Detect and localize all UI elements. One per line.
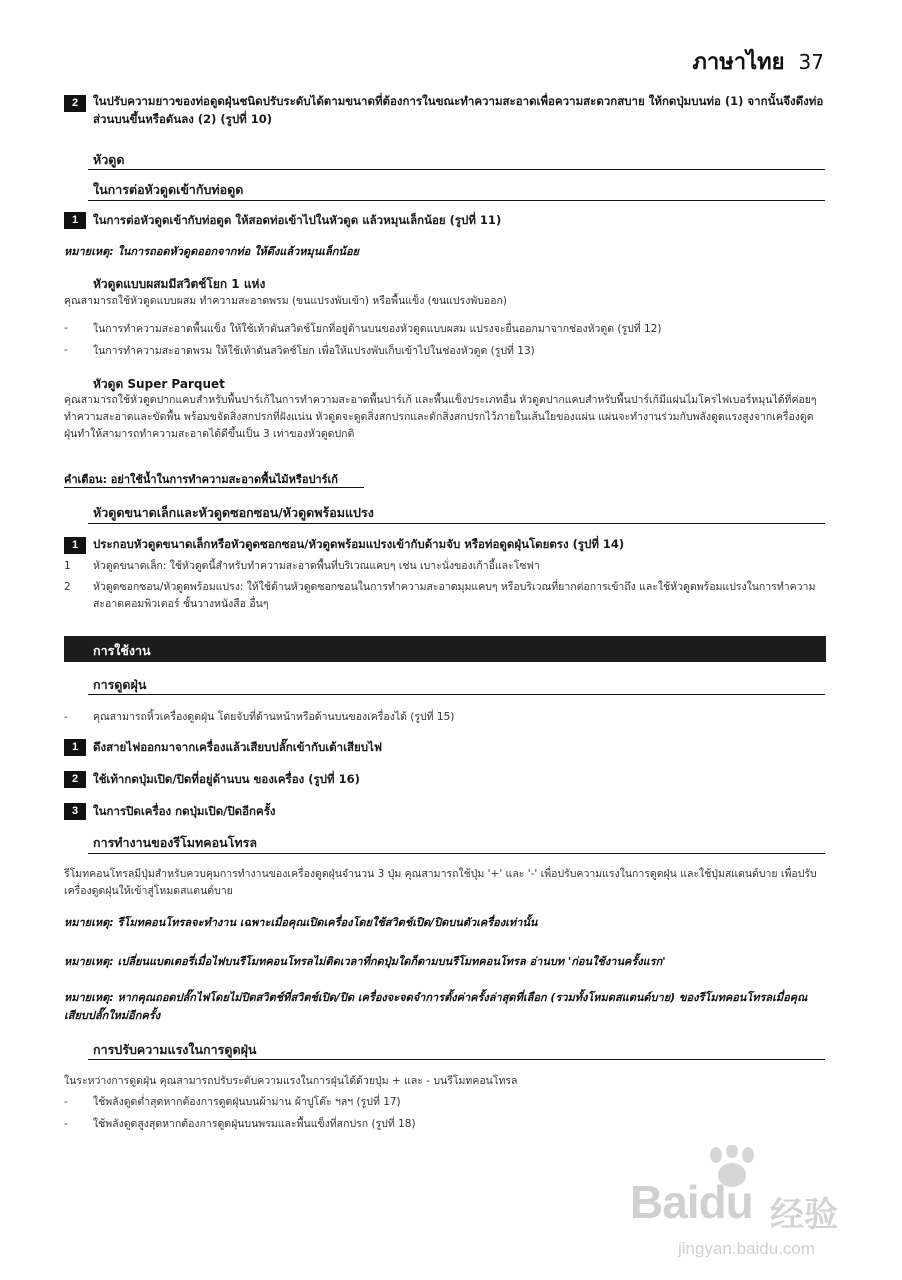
step-text-switch-on: ใช้เท้ากดปุ่มเปิด/ปิดที่อยู่ด้านบน ของเครื่อง (รูปที่ 16) [93, 772, 360, 786]
heading-super-parquet: หัวดูด Super Parquet [93, 377, 225, 391]
bullet-mark: - [64, 344, 68, 356]
step-number: 1 [64, 537, 86, 554]
warning-text: คำเตือน: อย่าใช้น้ำในการทำความสะอาดพื้นไม้หรือปาร์เก้ [64, 473, 338, 486]
heading-combi-nozzle: หัวดูดแบบผสมมีสวิตช์โยก 1 แห่ง [93, 277, 266, 291]
divider [88, 169, 825, 170]
body-combi: คุณสามารถใช้หัวดูดแบบผสม ทำความสะอาดพรม (ขนแปรงพับเข้า) หรือพื้นแข็ง (ขนแปรงพับออก) [64, 295, 507, 307]
watermark-url: jingyan.baidu.com [678, 1239, 816, 1258]
bullet-carry: คุณสามารถหิ้วเครื่องดูดฝุ่น โดยจับที่ด้านหน้าหรือด้านบนของเครื่องได้ (รูปที่ 15) [93, 711, 455, 723]
heading-connect-nozzle: ในการต่อหัวดูดเข้ากับท่อดูด [93, 182, 244, 197]
bullet-high-power: ใช้พลังดูดสูงสุดหากต้องการดูดฝุ่นบนพรมและพื้นแข็งที่สกปรก (รูปที่ 18) [93, 1118, 416, 1130]
step-number: 1 [64, 212, 86, 229]
divider [88, 1059, 825, 1060]
body-parquet: คุณสามารถใช้หัวดูดปากแคบสำหรับพื้นปาร์เก้ในการทำความสะอาดพื้นปาร์เก้ และพื้นแข็งประเภทอื่น หัวดูดปากแคบสำหรับพื้นปาร์เก้มีแผ่นไมโครไฟเบอร์หมุนได้ที่ค่อยๆ ทำความสะอาดและขัดพื้น พร้อมขจัดสิ่งสกปรกที่ฝังแน่น หัวดูดจะดูดสิ่งสกปรกและดักสิ่งสกปรกไว้ภายในเส้นใยของแผ่น แผ่นจะทำงานร่วมกับพลังดูดแรงสูงจากเครื่องดูดฝุ่นทำให้สามารถทำความสะอาดได้ดีขึ้นเป็น 3 เท่าของหัวดูดปกติ [64, 394, 817, 440]
item-mark: 1 [64, 560, 71, 572]
watermark-cn: 经验 [770, 1195, 838, 1235]
page-number: 37 [798, 50, 824, 74]
page-header [692, 44, 824, 79]
bullet-low-power: ใช้พลังดูดต่ำสุดหากต้องการดูดฝุ่นบนผ้าม่าน ผ้าปูโต๊ะ ฯลฯ (รูปที่ 17) [93, 1096, 401, 1108]
note-remote-3: หมายเหตุ: หากคุณถอดปลั๊กไฟโดยไม่ปิดสวิตช์ที่สวิตช์เปิด/ปิด เครื่องจะจดจำการตั้งค่าครั้งล่าสุดที่เลือก (รวมทั้งโหมดสแตนด์บาย) ของรีโมทคอนโทรลเมื่อคุณเสียบปลั๊กใหม่อีกครั้ง [64, 991, 808, 1022]
bullet-mark: - [64, 1118, 68, 1130]
body-power: ในระหว่างการดูดฝุ่น คุณสามารถปรับระดับความแรงในการฝุ่นได้ด้วยปุ่ม + และ - บนรีโมทคอนโทรล [64, 1075, 518, 1087]
language-title: ภาษาไทย [692, 50, 785, 75]
step-number: 1 [64, 739, 86, 756]
item-mark: 2 [64, 581, 71, 593]
heading-remote-control: การทำงานของรีโมทคอนโทรล [93, 835, 258, 850]
item-crevice-nozzle: หัวดูดซอกซอน/หัวดูดพร้อมแปรง: ให้ใช้ด้านหัวดูดซอกซอนในการทำความสะอาดมุมแคบๆ หรือบริเวณที่ยากต่อการเข้าถึง และใช้หัวดูดพร้อมแปรงในการทำความสะอาดคอมพิวเตอร์ ชั้นวางหนังสือ อื่นๆ [93, 581, 816, 610]
section-title-use: การใช้งาน [93, 643, 151, 658]
bullet-mark: - [64, 711, 68, 723]
divider [88, 694, 825, 695]
bullet-mark: - [64, 1096, 68, 1108]
bullet-hard-floor: ในการทำความสะอาดพื้นแข็ง ให้ใช้เท้าดันสวิตช์โยกที่อยู่ด้านบนของหัวดูดแบบผสม แปรงจะยื่นออกมาจากช่องหัวดูด (รูปที่ 12) [93, 323, 662, 335]
section-bar-use [64, 636, 826, 662]
divider [88, 200, 825, 201]
note-remote-2: หมายเหตุ: เปลี่ยนแบตเตอรี่เมื่อไฟบนรีโมทคอนโทรลไม่ติดเวลาที่กดปุ่มใดก็ตามบนรีโมทคอนโทรล อ่านบท 'ก่อนใช้งานครั้งแรก' [64, 955, 666, 968]
divider [88, 523, 825, 524]
heading-nozzles: หัวดูด [93, 152, 125, 167]
step-text-switch-off: ในการปิดเครื่อง กดปุ่มเปิด/ปิดอีกครั้ง [93, 804, 276, 818]
step-text-attach-nozzle: ประกอบหัวดูดขนาดเล็กหรือหัวดูดซอกซอน/หัวดูดพร้อมแปรงเข้ากับด้ามจับ หรือท่อดูดฝุ่นโดยตรง (รูปที่ 14) [93, 537, 625, 551]
bullet-mark: - [64, 322, 68, 334]
heading-suction-power: การปรับความแรงในการดูดฝุ่น [93, 1042, 257, 1057]
step-text-plug: ดึงสายไฟออกมาจากเครื่องแล้วเสียบปลั๊กเข้ากับเต้าเสียบไฟ [93, 740, 383, 754]
step-number: 2 [64, 771, 86, 788]
divider [88, 853, 825, 854]
note-detach: หมายเหตุ: ในการถอดหัวดูดออกจากท่อ ให้ดึงแล้วหมุนเล็กน้อย [64, 245, 360, 258]
baidu-watermark [630, 1145, 880, 1265]
step-text-hose: ในปรับความยาวของท่อดูดฝุ่นชนิดปรับระดับได้ตามขนาดที่ต้องการในขณะทำความสะอาดเพื่อความสะดวกสบาย ให้กดปุ่มบนท่อ (1) จากนั้นจึงดึงท่อส่วนบนขึ้นหรือดันลง (2) (รูปที่ 10) [93, 94, 824, 126]
body-remote: รีโมทคอนโทรลมีปุ่มสำหรับควบคุมการทำงานของเครื่องดูดฝุ่นจำนวน 3 ปุ่ม คุณสามารถใช้ปุ่ม '+' และ '-' เพื่อปรับความแรงในการดูดฝุ่น และใช้ปุ่มสแตนด์บาย เพื่อปรับเครื่องดูดฝุ่นให้เข้าสู่โหมดสแตนด์บาย [64, 868, 817, 897]
step-text-connect: ในการต่อหัวดูดเข้ากับท่อดูด ให้สอดท่อเข้าไปในหัวดูด แล้วหมุนเล็กน้อย (รูปที่ 11) [93, 213, 502, 227]
warning-underline [64, 487, 364, 488]
heading-small-nozzle: หัวดูดขนาดเล็กและหัวดูดซอกซอน/หัวดูดพร้อมแปรง [93, 505, 374, 520]
note-remote-1: หมายเหตุ: รีโมทคอนโทรลจะทำงาน เฉพาะเมื่อคุณเปิดเครื่องโดยใช้สวิตช์เปิด/ปิดบนตัวเครื่องเท่านั้น [64, 916, 538, 929]
bullet-carpet: ในการทำความสะอาดพรม ให้ใช้เท้าดันสวิตช์โยก เพื่อให้แปรงพับเก็บเข้าไปในช่องหัวดูด (รูปที่ 13) [93, 345, 535, 357]
item-small-nozzle: หัวดูดขนาดเล็ก: ใช้หัวดูดนี้สำหรับทำความสะอาดพื้นที่บริเวณแคบๆ เช่น เบาะนั่งของเก้าอี้และโซฟา [93, 560, 540, 572]
heading-vacuuming: การดูดฝุ่น [93, 677, 147, 692]
step-number: 2 [64, 95, 86, 112]
watermark-brand: Baidu [630, 1176, 753, 1228]
step-number: 3 [64, 803, 86, 820]
